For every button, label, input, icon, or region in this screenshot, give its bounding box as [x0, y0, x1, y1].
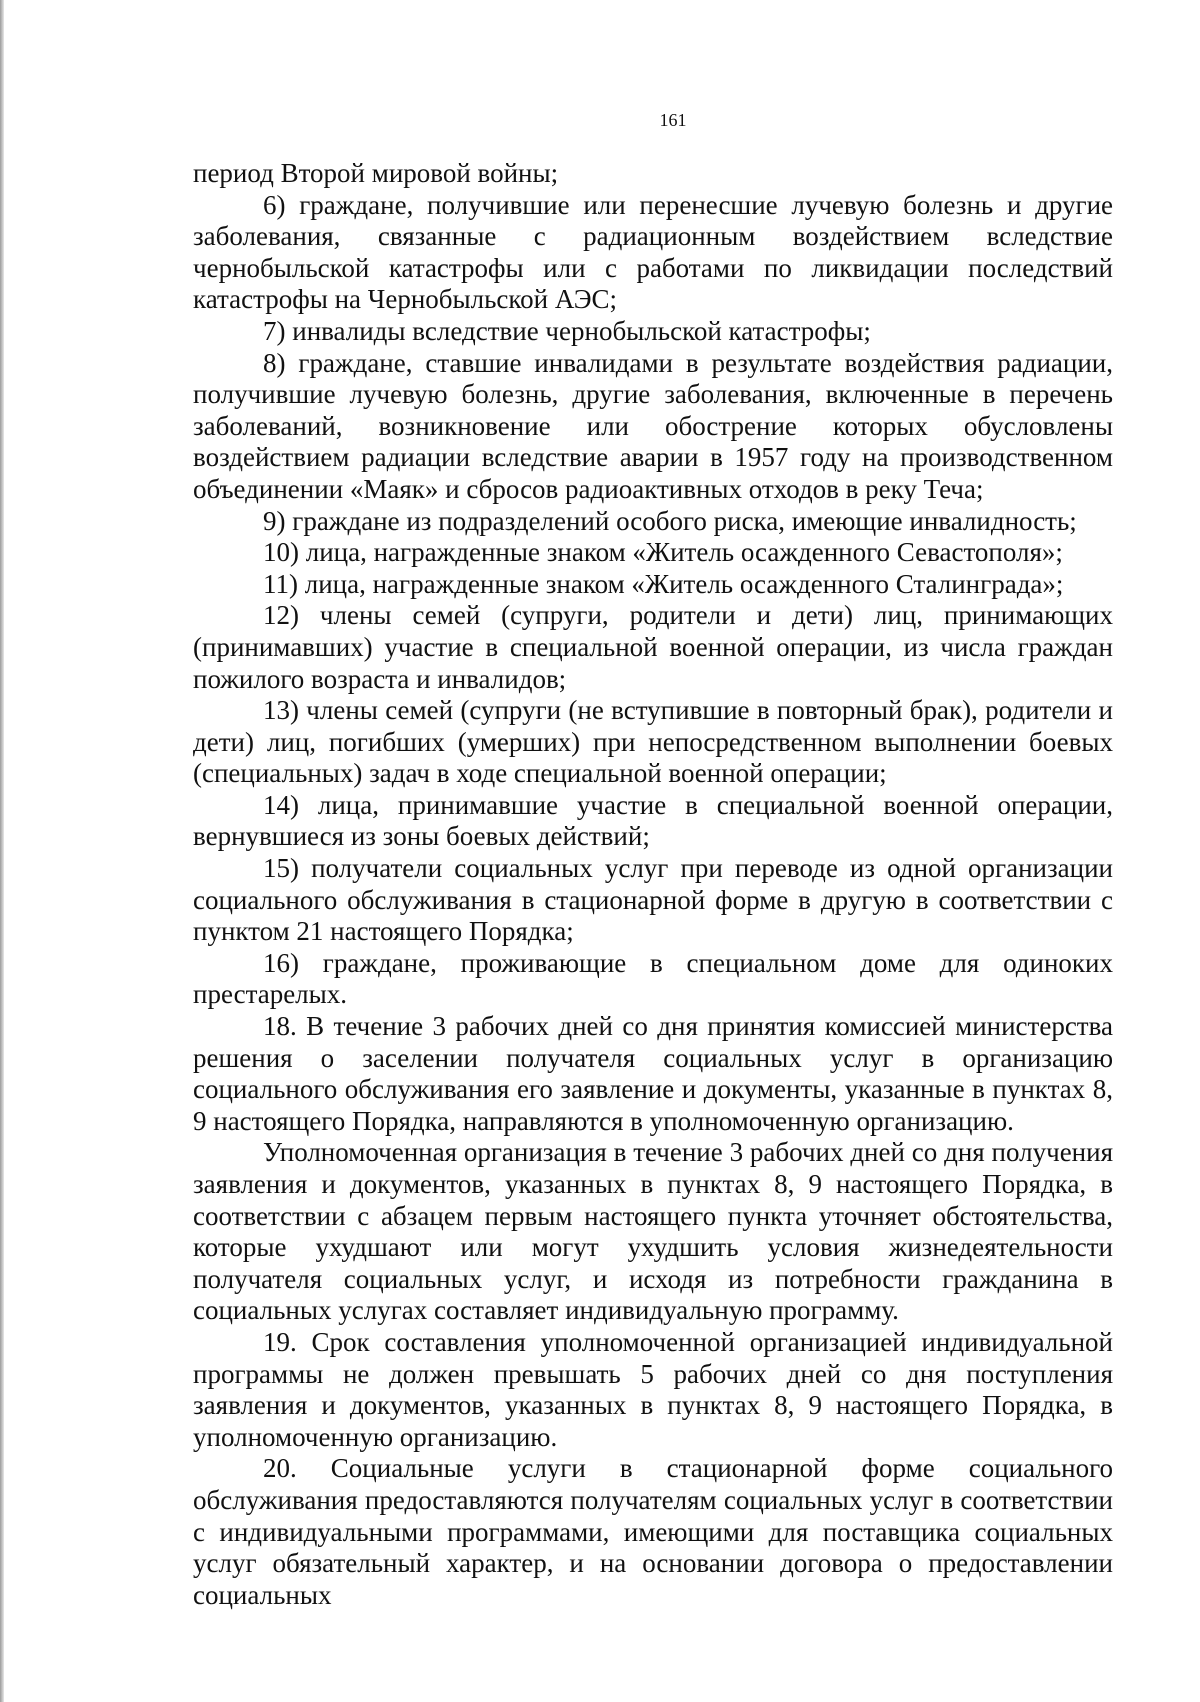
paragraph: 19. Срок составления уполномоченной организацией индивидуальной программы не должен превышать 5 рабочих дней со дня поступления заявления и документов, указанных в пунктах 8, 9 настоящего Порядка, в уполномоченную организацию. — [193, 1326, 1113, 1452]
paragraph: 6) граждане, получившие или перенесшие лучевую болезнь и другие заболевания, связанные с радиационным воздействием вследствие чернобыльской катастрофы или с работами по ликвидации последствий катастрофы на Чернобыльской АЭС; — [193, 189, 1113, 315]
paragraph: 14) лица, принимавшие участие в специальной военной операции, вернувшиеся из зоны боевых действий; — [193, 789, 1113, 852]
document-page — [193, 108, 1113, 1611]
paragraph: период Второй мировой войны; — [193, 158, 559, 188]
paragraph: 7) инвалиды вследствие чернобыльской катастрофы; — [263, 315, 871, 346]
paragraph: 20. Социальные услуги в стационарной форме социального обслуживания предоставляются получателям социальных услуг в соответствии с индивидуальными программами, имеющими для поставщика социальных услуг обязательный характер, и на основании договора о предоставлении социальных — [193, 1453, 1113, 1610]
paragraph: 15) получатели социальных услуг при переводе из одной организации социального обслуживания в стационарной форме в другую в соответствии с пунктом 21 настоящего Порядка; — [193, 853, 1113, 947]
scan-edge — [0, 0, 4, 1702]
page-number: 161 — [659, 110, 687, 130]
paragraph: 10) лица, награжденные знаком «Житель осажденного Севастополя»; — [263, 537, 1063, 568]
paragraph: 12) члены семей (супруги, родители и дети) лиц, принимающих (принимавших) участие в специальной военной операции, из числа граждан пожилого возраста и инвалидов; — [193, 600, 1113, 694]
paragraph: 16) граждане, проживающие в специальном доме для одиноких престарелых. — [193, 947, 1113, 1010]
paragraph: 18. В течение 3 рабочих дней со дня принятия комиссией министерства решения о заселении получателя социальных услуг в организацию социального обслуживания его заявление и документы, указанные в пунктах 8, 9 настоящего Порядка, направляются в уполномоченную организацию. — [193, 1011, 1113, 1136]
paragraph: Уполномоченная организация в течение 3 рабочих дней со дня получения заявления и документов, указанных в пунктах 8, 9 настоящего Порядка, в соответствии с абзацем первым настоящего пункта уточняет обстоятельства, которые ухудшают или могут ухудшить условия жизнедеятельности получателя социальных услуг, и исходя из потребности гражданина в социальных услугах составляет индивидуальную программу. — [193, 1137, 1113, 1326]
paragraph: 9) граждане из подразделений особого риска, имеющие инвалидность; — [263, 505, 1077, 536]
paragraph: 11) лица, награжденные знаком «Житель осажденного Сталинграда»; — [263, 568, 1064, 599]
paragraph: 8) граждане, ставшие инвалидами в результате воздействия радиации, получившие лучевую болезнь, другие заболевания, включенные в перечень заболеваний, возникновение или обострение которых обусловлены воздействием радиации вследствие аварии в 1957 году на производственном объединении «Маяк» и сбросов радиоактивных отходов в реку Теча; — [193, 347, 1113, 504]
paragraph: 13) члены семей (супруги (не вступившие в повторный брак), родители и дети) лиц, погибших (умерших) при непосредственном выполнении боевых (специальных) задач в ходе специальной военной операции; — [193, 695, 1113, 789]
